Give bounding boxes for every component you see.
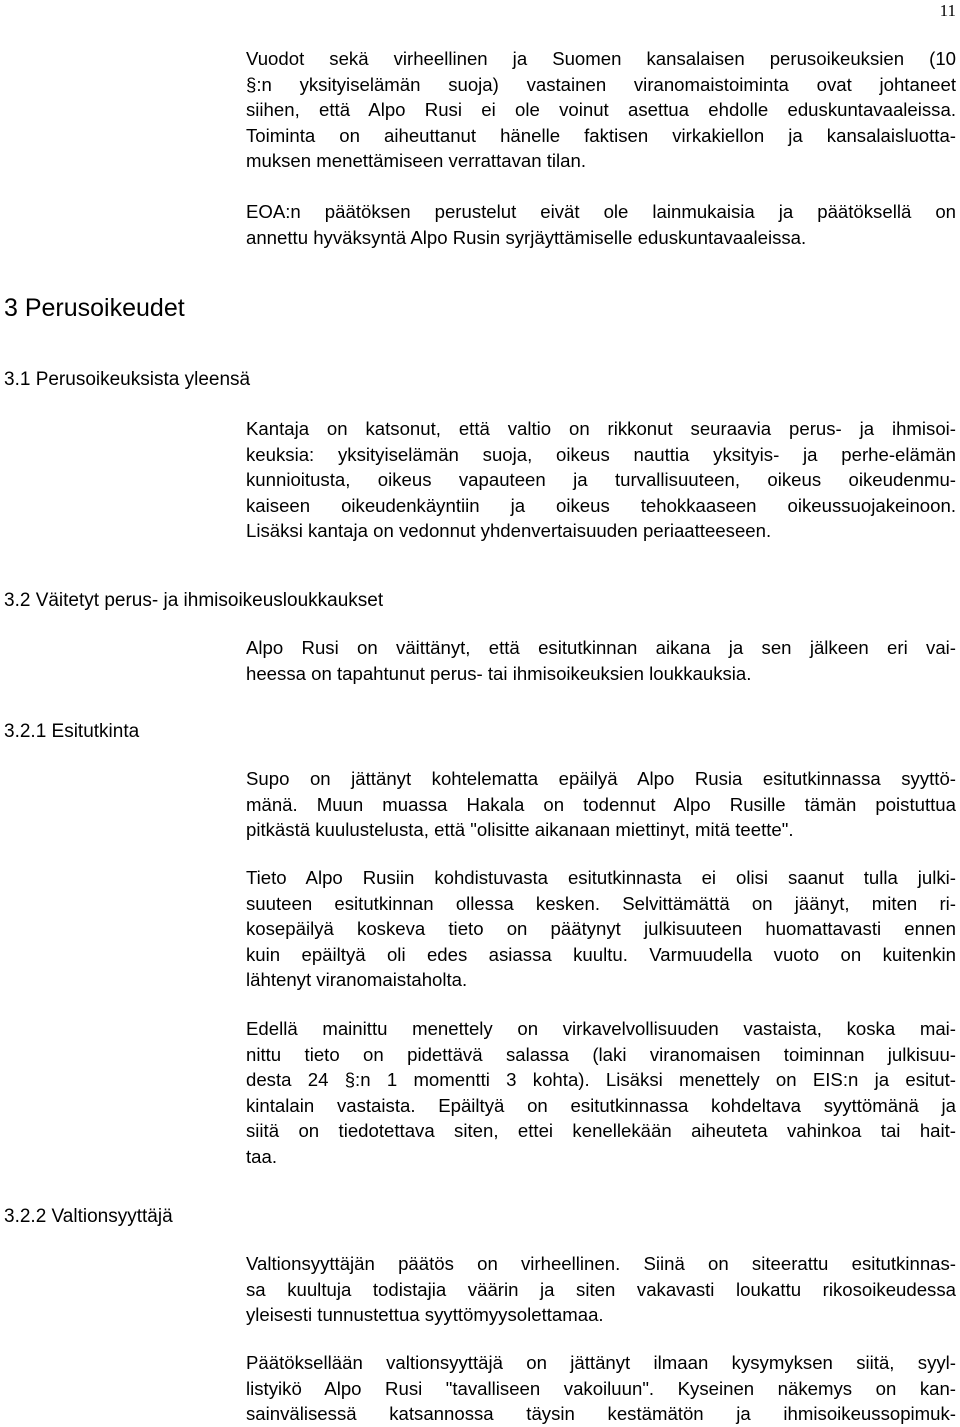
text-line: Toiminta on aiheuttanut hänelle faktisen virkakiellon ja kansalaisluotta- [246, 124, 956, 146]
text-line: Valtionsyyttäjän päätös on virheellinen. Siinä on siteerattu esitutkinnas- [246, 1253, 956, 1274]
text-line: heessa on tapahtunut perus- tai ihmisoikeuksien loukkauksia. [246, 662, 752, 684]
paragraph-violations-claim [246, 635, 956, 686]
text-line: annettu hyväksyntä Alpo Rusin syrjäyttämiselle eduskuntavaaleissa. [246, 226, 807, 248]
text-line: sa kuultuja todistajia väärin ja siten vakavasti loukattu rikosoikeudessa [246, 1278, 956, 1300]
text-line: Tieto Alpo Rusiin kohdistuvasta esitutkinnasta ei olisi saanut tulla julki- [246, 867, 956, 888]
page-number: 11 [939, 1, 956, 20]
paragraph-publicity [246, 865, 956, 993]
text-line: nittu tieto on pidettävä salassa (laki viranomaisen toiminnan julkisuu- [246, 1043, 956, 1065]
text-line: Lisäksi kantaja on vedonnut yhdenvertaisuuden periaatteeseen. [246, 520, 772, 541]
section-heading-3: 3 Perusoikeudet [4, 294, 185, 322]
text-line: listyikö Alpo Rusi "tavalliseen vakoiluun". Kyseinen näkemys on kan- [246, 1377, 956, 1399]
text-line: EOA:n päätöksen perustelut eivät ole lainmukaisia ja päätöksellä on [246, 201, 956, 222]
text-line: §:n yksityiselämän suoja) vastainen viranomaistoiminta ovat johtaneet [246, 73, 956, 95]
text-line: sainvälisessä katsannossa täysin kestämätön ja ihmisoikeussopimuk- [246, 1403, 956, 1424]
subsection-heading-3-2-2: 3.2.2 Valtionsyyttäjä [4, 1206, 173, 1227]
text-line: muksen menettämiseen verrattavan tilan. [246, 150, 587, 171]
text-line: Kantaja on katsonut, että valtio on rikkonut seuraavia perus- ja ihmisoi- [246, 418, 956, 439]
paragraph-official-duty [246, 1016, 956, 1169]
paragraph-supo [246, 766, 956, 843]
text-line: yleisesti tunnustettua syyttömyysolettamaa. [246, 1304, 604, 1325]
text-line: kuin epäiltyä oli edes asiassa kuultu. Varmuudella vuoto on kuitenkin [246, 943, 956, 965]
text-line: Edellä mainittu menettely on virkavelvollisuuden vastaista, koska mai- [246, 1018, 956, 1039]
text-line: kunnioitusta, oikeus vapauteen ja turvallisuuteen, oikeus oikeudenmu- [246, 469, 956, 490]
text-line: Alpo Rusi on väittänyt, että esitutkinnan aikana ja sen jälkeen eri vai- [246, 637, 956, 658]
text-line: desta 24 §:n 1 momentti 3 kohta). Lisäksi menettely on EIS:n ja esitut- [246, 1069, 956, 1090]
text-line: mänä. Muun muassa Hakala on todennut Alpo Rusille tämän poistuttua [246, 793, 956, 815]
text-line: taa. [246, 1145, 278, 1167]
paragraph-leaks [246, 46, 956, 174]
text-line: kintalain vastaista. Epäiltyä on esitutkinnassa kohdeltava syyttömänä ja [246, 1094, 956, 1116]
paragraph-rights-claims [246, 416, 956, 544]
text-line: lähtenyt viranomaistaholta. [246, 969, 468, 990]
text-line: Päätöksellään valtionsyyttäjä on jättänyt ilmaan kysymyksen siitä, syyl- [246, 1352, 956, 1373]
text-line: pitkästä kuulustelusta, että "olisitte aikanaan miettinyt, mitä teette". [246, 819, 794, 840]
text-line: siihen, että Alpo Rusi ei ole voinut asettua ehdolle eduskuntavaaleissa. [246, 99, 956, 120]
paragraph-eoa-decision [246, 199, 956, 250]
text-line: Supo on jättänyt kohtelematta epäilyä Alpo Rusia esitutkinnassa syyttö- [246, 768, 956, 789]
text-line: kosepäilyä koskeva tieto on päätynyt julkisuuteen huomattavasti ennen [246, 918, 956, 939]
subsection-heading-3-2-1: 3.2.1 Esitutkinta [4, 721, 140, 742]
text-line: siitä on tiedotettava siten, ettei kenellekään aiheuteta vahinkoa tai hait- [246, 1120, 956, 1141]
subsection-heading-3-2: 3.2 Väitetyt perus- ja ihmisoikeusloukkaukset [4, 590, 384, 611]
paragraph-espionage-question [246, 1350, 956, 1427]
text-line: keuksia: yksityiselämän suoja, oikeus nauttia yksityis- ja perhe-elämän [246, 443, 956, 465]
text-line: Vuodot sekä virheellinen ja Suomen kansalaisen perusoikeuksien (10 [246, 48, 956, 69]
paragraph-prosecutor-decision [246, 1251, 956, 1328]
text-line: kaiseen oikeudenkäyntiin ja oikeus tehokkaaseen oikeussuojakeinoon. [246, 494, 956, 516]
subsection-heading-3-1: 3.1 Perusoikeuksista yleensä [4, 369, 251, 390]
text-line: suuteen esitutkinnan ollessa kesken. Selvittämättä on jäänyt, miten ri- [246, 892, 956, 914]
